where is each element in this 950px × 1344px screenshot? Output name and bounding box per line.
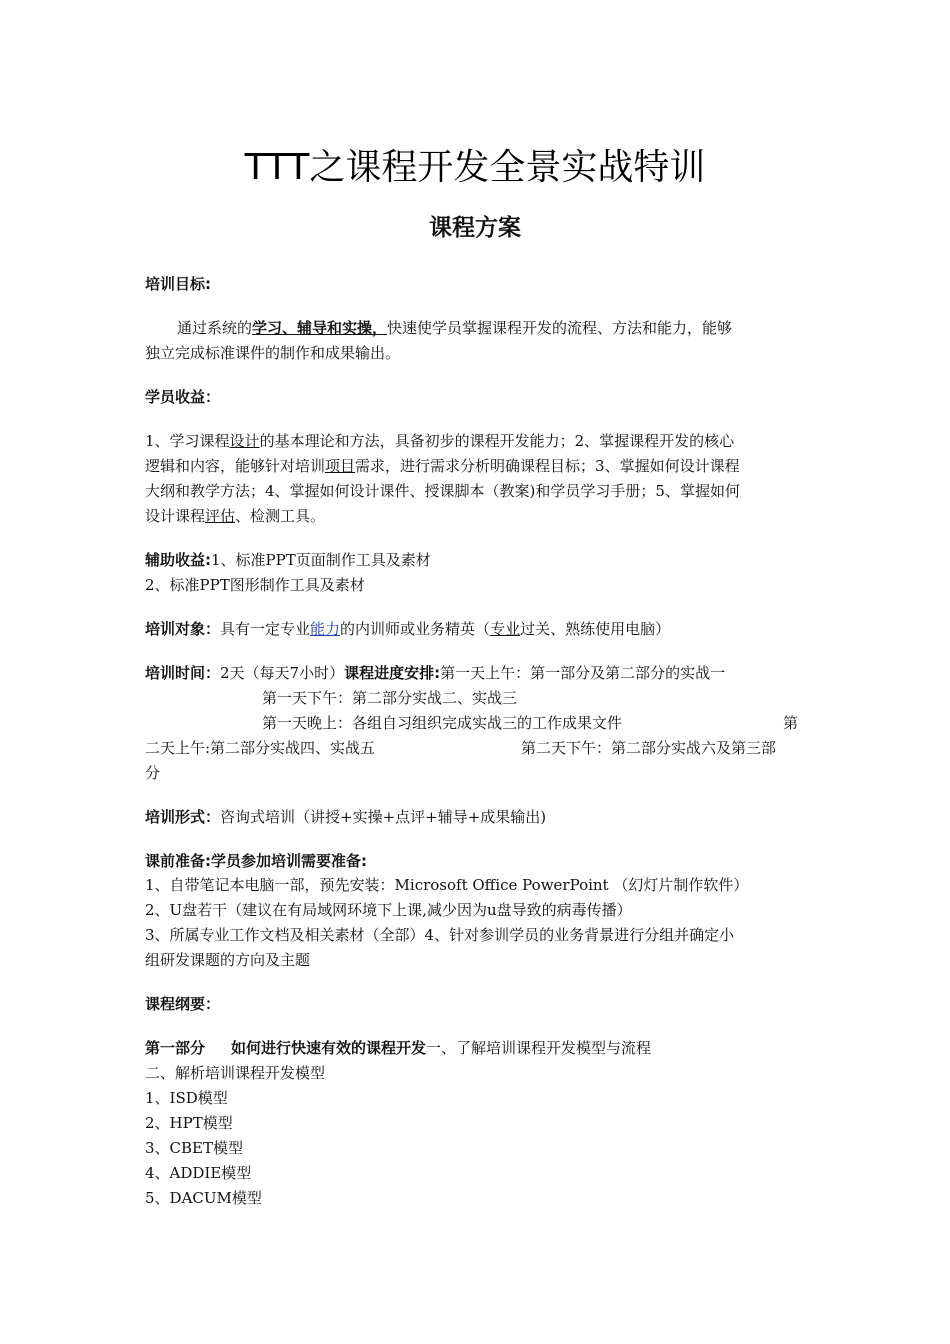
goal-heading: 培训目标:: [145, 275, 211, 293]
prep-heading: 课前准备:学员参加培训需要准备:: [145, 852, 367, 870]
schedule-item: 二天上午:第二部分实战四、实战五: [145, 739, 376, 757]
target-line: [145, 617, 810, 642]
goal-text-bold: 学习、辅导和实操，: [252, 319, 388, 337]
benefit-text: 设计课程: [145, 507, 206, 525]
outline-item: 4、ADDIE模型: [145, 1164, 252, 1182]
target-text: 具有一定专业: [220, 620, 311, 638]
ability-link[interactable]: 能力: [310, 620, 341, 638]
goal-line-2: 独立完成标准课件的制作和成果输出。: [145, 344, 401, 362]
outline-item: 1、ISD模型: [145, 1089, 228, 1107]
benefit-line-2: [145, 454, 810, 479]
schedule-item: 第二天下午：第二部分实战六及第三部: [521, 739, 777, 757]
aux-line-1: [145, 548, 810, 573]
prep-line-2: 2、U盘若干（建议在有局域网环境下上课,减少因为u盘导致的病毒传播）: [145, 901, 632, 919]
benefit-text: 需求，进行需求分析明确课程目标；3、掌握如何设计课程: [355, 457, 740, 475]
schedule-line-2: 第一天下午：第二部分实战二、实战三: [262, 689, 518, 707]
benefit-underline-project: 项目: [325, 457, 356, 475]
outline-item: 3、CBET模型: [145, 1139, 243, 1157]
benefit-text: 1、学习课程: [145, 432, 230, 450]
goal-line-1: [177, 316, 810, 341]
benefit-text: 、检测工具。: [235, 507, 326, 525]
document-title: TTT之课程开发全景实战特训: [244, 147, 706, 188]
prep-line-3: 3、所属专业工作文档及相关素材（全部）4、针对参训学员的业务背景进行分组并确定小: [145, 926, 735, 944]
benefit-underline-evaluate: 评估: [205, 507, 236, 525]
outline-heading: 课程纲要：: [145, 995, 221, 1013]
target-heading: 培训对象：: [145, 620, 221, 638]
time-line-1: [145, 661, 810, 686]
schedule-heading: 课程进度安排:: [344, 664, 441, 682]
schedule-line-5: 分: [145, 764, 161, 782]
schedule-line-4: [145, 736, 810, 761]
aux-item: 1、标准PPT页面制作工具及素材: [211, 551, 431, 569]
target-text: 过关、熟练使用电脑）: [520, 620, 671, 638]
schedule-item: 第一天晚上：各组自习组织完成实战三的工作成果文件: [262, 714, 623, 732]
format-heading: 培训形式：: [145, 808, 221, 826]
benefit-line-3: 大纲和教学方法；4、掌握如何设计课件、授课脚本（教案)和学员学习手册；5、掌握如何: [145, 482, 740, 500]
prep-line-1: 1、自带笔记本电脑一部，预先安装：Microsoft Office PowerPoint （幻灯片制作软件）: [145, 876, 749, 894]
goal-text-post: 快速使学员掌握课程开发的流程、方法和能力，能够: [387, 319, 733, 337]
outline-item: 2、HPT模型: [145, 1114, 233, 1132]
aux-line-2: 2、标准PPT图形制作工具及素材: [145, 576, 365, 594]
schedule-item: 第一天上午：第一部分及第二部分的实战一: [440, 664, 726, 682]
time-value: 2天（每天7小时）: [220, 664, 345, 682]
benefit-line-1: [145, 429, 810, 454]
target-underline-major: 专业: [490, 620, 521, 638]
benefit-text: 的基本理论和方法，具备初步的课程开发能力；2、掌握课程开发的核心: [259, 432, 735, 450]
schedule-item: 第: [782, 714, 798, 732]
part-label: 第一部分: [145, 1039, 206, 1057]
benefit-text: 逻辑和内容，能够针对培训: [145, 457, 326, 475]
benefit-heading: 学员收益：: [145, 388, 221, 406]
benefit-underline-design: 设计: [229, 432, 260, 450]
schedule-line-3: [262, 711, 810, 736]
outline-item: 5、DACUM模型: [145, 1189, 262, 1207]
goal-text-pre: 通过系统的: [177, 319, 253, 337]
outline-part-1: [145, 1036, 810, 1061]
format-line: [145, 805, 810, 830]
document-subtitle: 课程方案: [429, 215, 521, 241]
benefit-line-4: [145, 504, 810, 529]
target-text: 的内训师或业务精英（: [340, 620, 491, 638]
time-heading: 培训时间：: [145, 664, 221, 682]
outline-item: 二、解析培训课程开发模型: [145, 1064, 326, 1082]
part-title: 如何进行快速有效的课程开发: [231, 1039, 427, 1057]
aux-heading: 辅助收益:: [145, 551, 211, 569]
prep-line-4: 组研发课题的方向及主题: [145, 951, 311, 969]
format-value: 咨询式培训（讲授+实操+点评+辅导+成果输出): [220, 808, 547, 826]
outline-item: 一、了解培训课程开发模型与流程: [426, 1039, 652, 1057]
